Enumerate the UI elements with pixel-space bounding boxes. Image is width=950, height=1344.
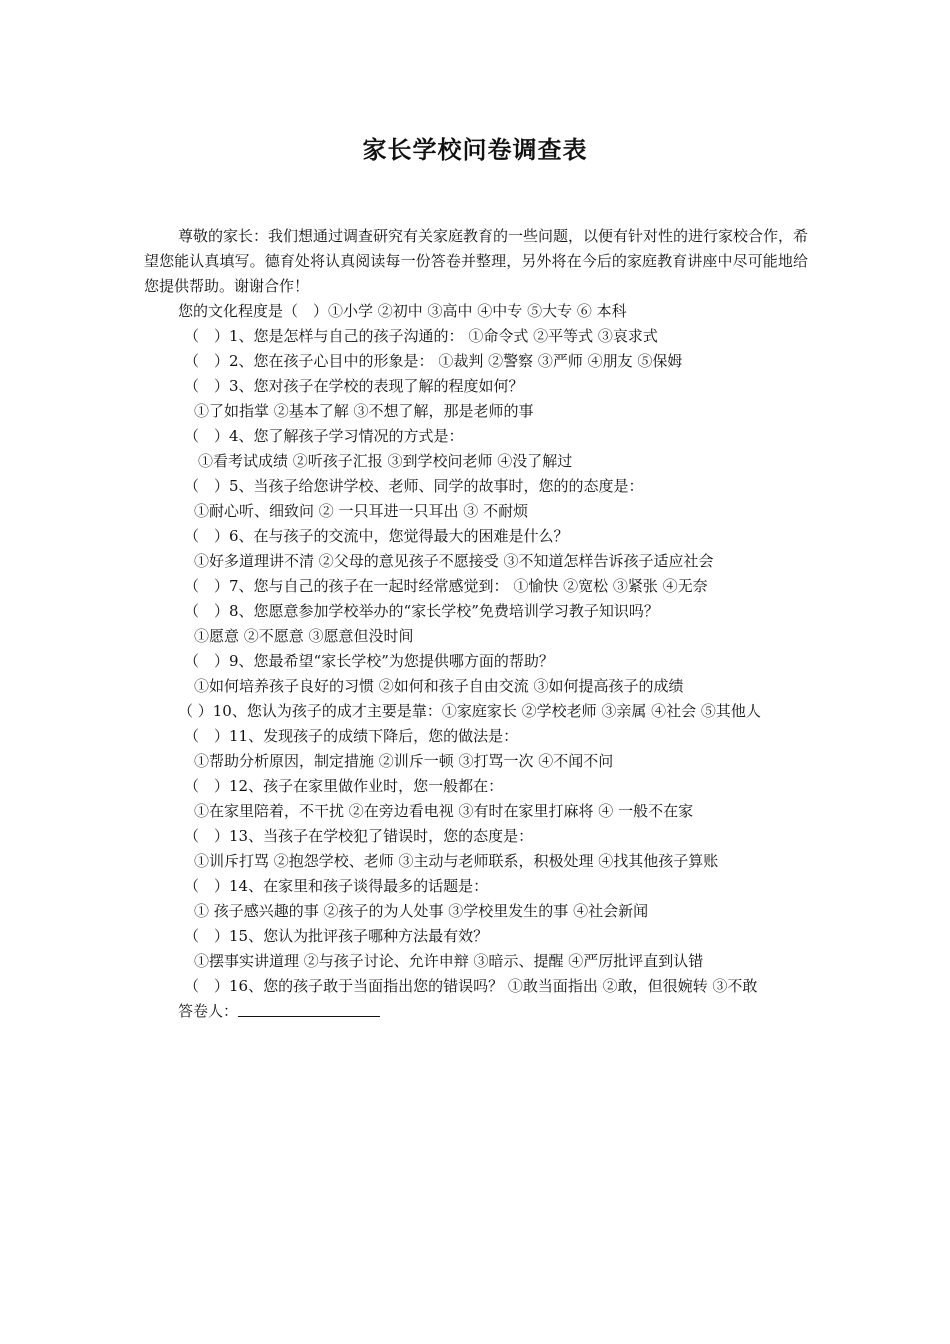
option-line: ①如何培养孩子良好的习惯 ②如何和孩子自由交流 ③如何提高孩子的成绩 <box>194 677 684 695</box>
question-line: （ ）3、您对孩子在学校的表现了解的程度如何？ <box>184 377 524 395</box>
option-line: ① 孩子感兴趣的事 ②孩子的为人处事 ③学校里发生的事 ④社会新闻 <box>194 902 649 920</box>
question-line: （ ）12、孩子在家里做作业时，您一般都在： <box>184 777 504 795</box>
education-level-question: 您的文化程度是（ ）①小学 ②初中 ③高中 ④中专 ⑤大专 ⑥ 本科 <box>178 302 627 320</box>
question-line: （ ）7、您与自己的孩子在一起时经常感觉到： ①愉快 ②宽松 ③紧张 ④无奈 <box>184 577 708 595</box>
signature-blank[interactable] <box>238 1001 380 1017</box>
question-line: （ ）15、您认为批评孩子哪种方法最有效？ <box>184 927 489 945</box>
question-line: （ ）5、当孩子给您讲学校、老师、同学的故事时，您的的态度是： <box>184 477 644 495</box>
intro-paragraph: 尊敬的家长：我们想通过调查研究有关家庭教育的一些问题，以便有针对性的进行家校合作，希望您能认真填写。德育处将认真阅读每一份答卷并整理，另外将在今后的家庭教育讲座中尽可能地给您提供帮助。谢谢合作！ <box>144 227 809 295</box>
signature-label: 答卷人： <box>178 1002 239 1020</box>
question-line: （ ）10、您认为孩子的成才主要是靠：①家庭家长 ②学校老师 ③亲属 ④社会 ⑤其他人 <box>178 702 761 720</box>
question-line: （ ）1、您是怎样与自己的孩子沟通的： ①命令式 ②平等式 ③哀求式 <box>184 327 658 345</box>
question-line: （ ）14、在家里和孩子谈得最多的话题是： <box>184 877 489 895</box>
question-line: （ ）4、您了解孩子学习情况的方式是： <box>184 427 464 445</box>
signature-line <box>144 999 816 1024</box>
option-line: ①训斥打骂 ②抱怨学校、老师 ③主动与老师联系，积极处理 ④找其他孩子算账 <box>194 852 719 870</box>
option-line: ①耐心听、细致问 ② 一只耳进一只耳出 ③ 不耐烦 <box>194 502 529 520</box>
option-line: ①看考试成绩 ②听孩子汇报 ③到学校问老师 ④没了解过 <box>198 452 573 470</box>
question-line: （ ）6、在与孩子的交流中，您觉得最大的困难是什么？ <box>184 527 569 545</box>
question-line: （ ）9、您最希望“家长学校”为您提供哪方面的帮助？ <box>184 652 554 670</box>
option-line: ①好多道理讲不清 ②父母的意见孩子不愿接受 ③不知道怎样告诉孩子适应社会 <box>194 552 714 570</box>
question-line: （ ）16、您的孩子敢于当面指出您的错误吗？ ①敢当面指出 ②敢，但很婉转 ③不敢 <box>184 977 758 995</box>
option-line: ①在家里陪着，不干扰 ②在旁边看电视 ③有时在家里打麻将 ④ 一般不在家 <box>194 802 694 820</box>
option-line: ①愿意 ②不愿意 ③愿意但没时间 <box>194 627 414 645</box>
option-line: ①帮助分析原因，制定措施 ②训斥一顿 ③打骂一次 ④不闻不问 <box>194 752 614 770</box>
question-line: （ ）11、发现孩子的成绩下降后，您的做法是： <box>184 727 519 745</box>
option-line: ①了如指掌 ②基本了解 ③不想了解，那是老师的事 <box>194 402 534 420</box>
question-line: （ ）8、您愿意参加学校举办的“家长学校”免费培训学习教子知识吗？ <box>184 602 659 620</box>
page-title: 家长学校问卷调查表 <box>362 135 588 164</box>
question-line: （ ）2、您在孩子心目中的形象是： ①裁判 ②警察 ③严师 ④朋友 ⑤保姆 <box>184 352 683 370</box>
questionnaire-lines <box>144 299 816 1024</box>
question-line: （ ）13、当孩子在学校犯了错误时，您的态度是： <box>184 827 534 845</box>
option-line: ①摆事实讲道理 ②与孩子讨论、允许申辩 ③暗示、提醒 ④严厉批评直到认错 <box>194 952 704 970</box>
